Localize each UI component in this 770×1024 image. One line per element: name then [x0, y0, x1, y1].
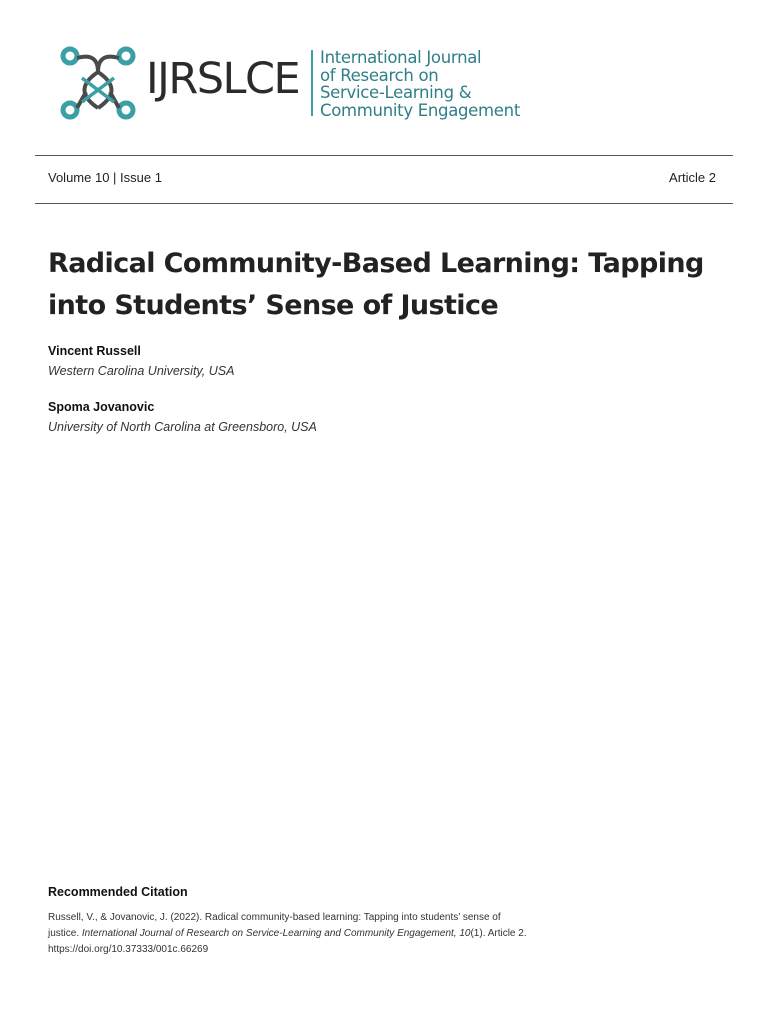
article-number: Article 2 [669, 170, 716, 185]
journal-name-line: of Research on [320, 65, 439, 85]
network-logo-icon [58, 44, 138, 124]
header-rule-top [35, 155, 733, 156]
citation-heading: Recommended Citation [48, 885, 188, 899]
logo-divider [311, 50, 313, 116]
citation-journal: International Journal of Research on Service-Learning and Community Engagement, 10 [81, 928, 471, 939]
author-affiliation: Western Carolina University, USA [48, 364, 235, 378]
journal-acronym: IJRSLCE [146, 54, 300, 104]
author-name: Spoma Jovanovic [48, 400, 155, 414]
journal-name-line: International Journal [320, 48, 482, 67]
issue-bar [48, 170, 716, 190]
author-block [48, 341, 234, 381]
journal-full-name [320, 49, 550, 119]
citation-issue-doi: (1). Article 2. https://doi.org/10.37333/001c.66269 [48, 928, 527, 955]
author-block [48, 397, 317, 437]
author-affiliation: University of North Carolina at Greensboro, USA [48, 420, 317, 434]
article-title: Radical Community-Based Learning: Tapping into Students’ Sense of Justice [48, 248, 704, 321]
citation-text [48, 910, 528, 958]
journal-logo [58, 44, 538, 128]
recommended-citation [48, 883, 528, 958]
volume-issue: Volume 10 | Issue 1 [48, 170, 162, 185]
author-name: Vincent Russell [48, 344, 141, 358]
journal-name-line: Service-Learning & [320, 83, 472, 102]
header-rule-bottom [35, 203, 733, 204]
journal-name-line: Community Engagement [320, 100, 520, 120]
citation-authors-title: Russell, V., & Jovanovic, J. (2022). Radical community-based learning: Tapping into students’ sense of justice. [48, 912, 501, 939]
